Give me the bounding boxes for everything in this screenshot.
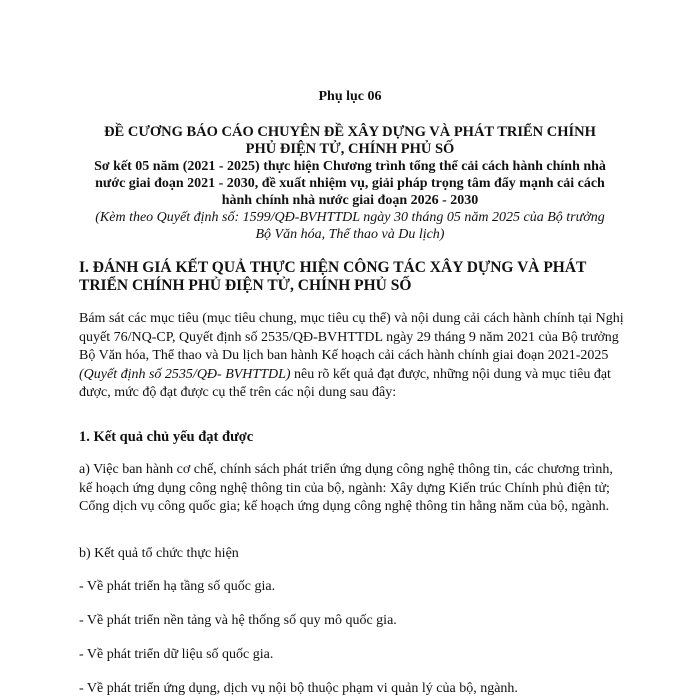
outline-title: ĐỀ CƯƠNG BÁO CÁO CHUYÊN ĐỀ XÂY DỰNG VÀ PHÁT TRIỂN CHÍNH PHỦ ĐIỆN TỬ, CHÍNH PHỦ SỐ — [104, 124, 596, 157]
list-item: - Về phát triển dữ liệu số quốc gia. — [79, 647, 274, 662]
paragraph-a: a) Việc ban hành cơ chế, chính sách phát triển ứng dụng công nghệ thông tin, các chương trình, kế hoạch ứng dụng công nghệ thông tin của bộ, ngành: Xây dựng Kiến trúc Chính phủ điện tử; Cổng dịch vụ công quốc gia; kế hoạch ứng dụng công nghệ thông tin hằng năm của bộ, ngành. — [79, 462, 613, 514]
summary-title: Sơ kết 05 năm (2021 - 2025) thực hiện Chương trình tổng thể cải cách hành chính nhà nước giai đoạn 2021 - 2030, đề xuất nhiệm vụ, giải pháp trọng tâm đẩy mạnh cải cách hành chính nhà nước giai đoạn 2026 - 2030 — [94, 159, 606, 208]
intro-text-part2: nêu rõ kết quả đạt được, những nội dung và mục tiêu đạt được, mức độ đạt được cụ thể trên các nội dung sau đây: — [79, 366, 611, 400]
paragraph-b: b) Kết quả tổ chức thực hiện — [79, 546, 239, 561]
subsection-1-heading: 1. Kết quả chủ yếu đạt được — [79, 429, 254, 445]
section-1-heading: I. ĐÁNH GIÁ KẾT QUẢ THỰC HIỆN CÔNG TÁC XÂY DỰNG VÀ PHÁT TRIỂN CHÍNH PHỦ ĐIỆN TỬ, CHÍNH PHỦ SỐ — [79, 259, 587, 294]
list-item: - Về phát triển ứng dụng, dịch vụ nội bộ thuộc phạm vi quản lý của bộ, ngành. — [79, 681, 518, 696]
list-item: - Về phát triển nền tảng và hệ thống số quy mô quốc gia. — [79, 613, 397, 628]
appendix-label: Phụ lục 06 — [318, 89, 382, 104]
list-item: - Về phát triển hạ tầng số quốc gia. — [79, 579, 276, 594]
intro-italic-reference: (Quyết định số 2535/QĐ- BVHTTDL) — [79, 366, 291, 382]
intro-paragraph — [79, 310, 627, 403]
intro-text-part1: Bám sát các mục tiêu (mục tiêu chung, mục tiêu cụ thể) và nội dung cải cách hành chính tại Nghị quyết 76/NQ-CP, Quyết định số 2535/QĐ-BVHTTDL ngày 29 tháng 9 năm 2021 của Bộ trưởng Bộ Văn hóa, Thể thao và Du lịch ban hành Kế hoạch cải cách hành chính giai đoạn 2021-2025 — [79, 311, 624, 363]
attachment-note: (Kèm theo Quyết định số: 1599/QĐ-BVHTTDL ngày 30 tháng 05 năm 2025 của Bộ trưởng Bộ Văn hóa, Thể thao và Du lịch) — [95, 210, 605, 242]
